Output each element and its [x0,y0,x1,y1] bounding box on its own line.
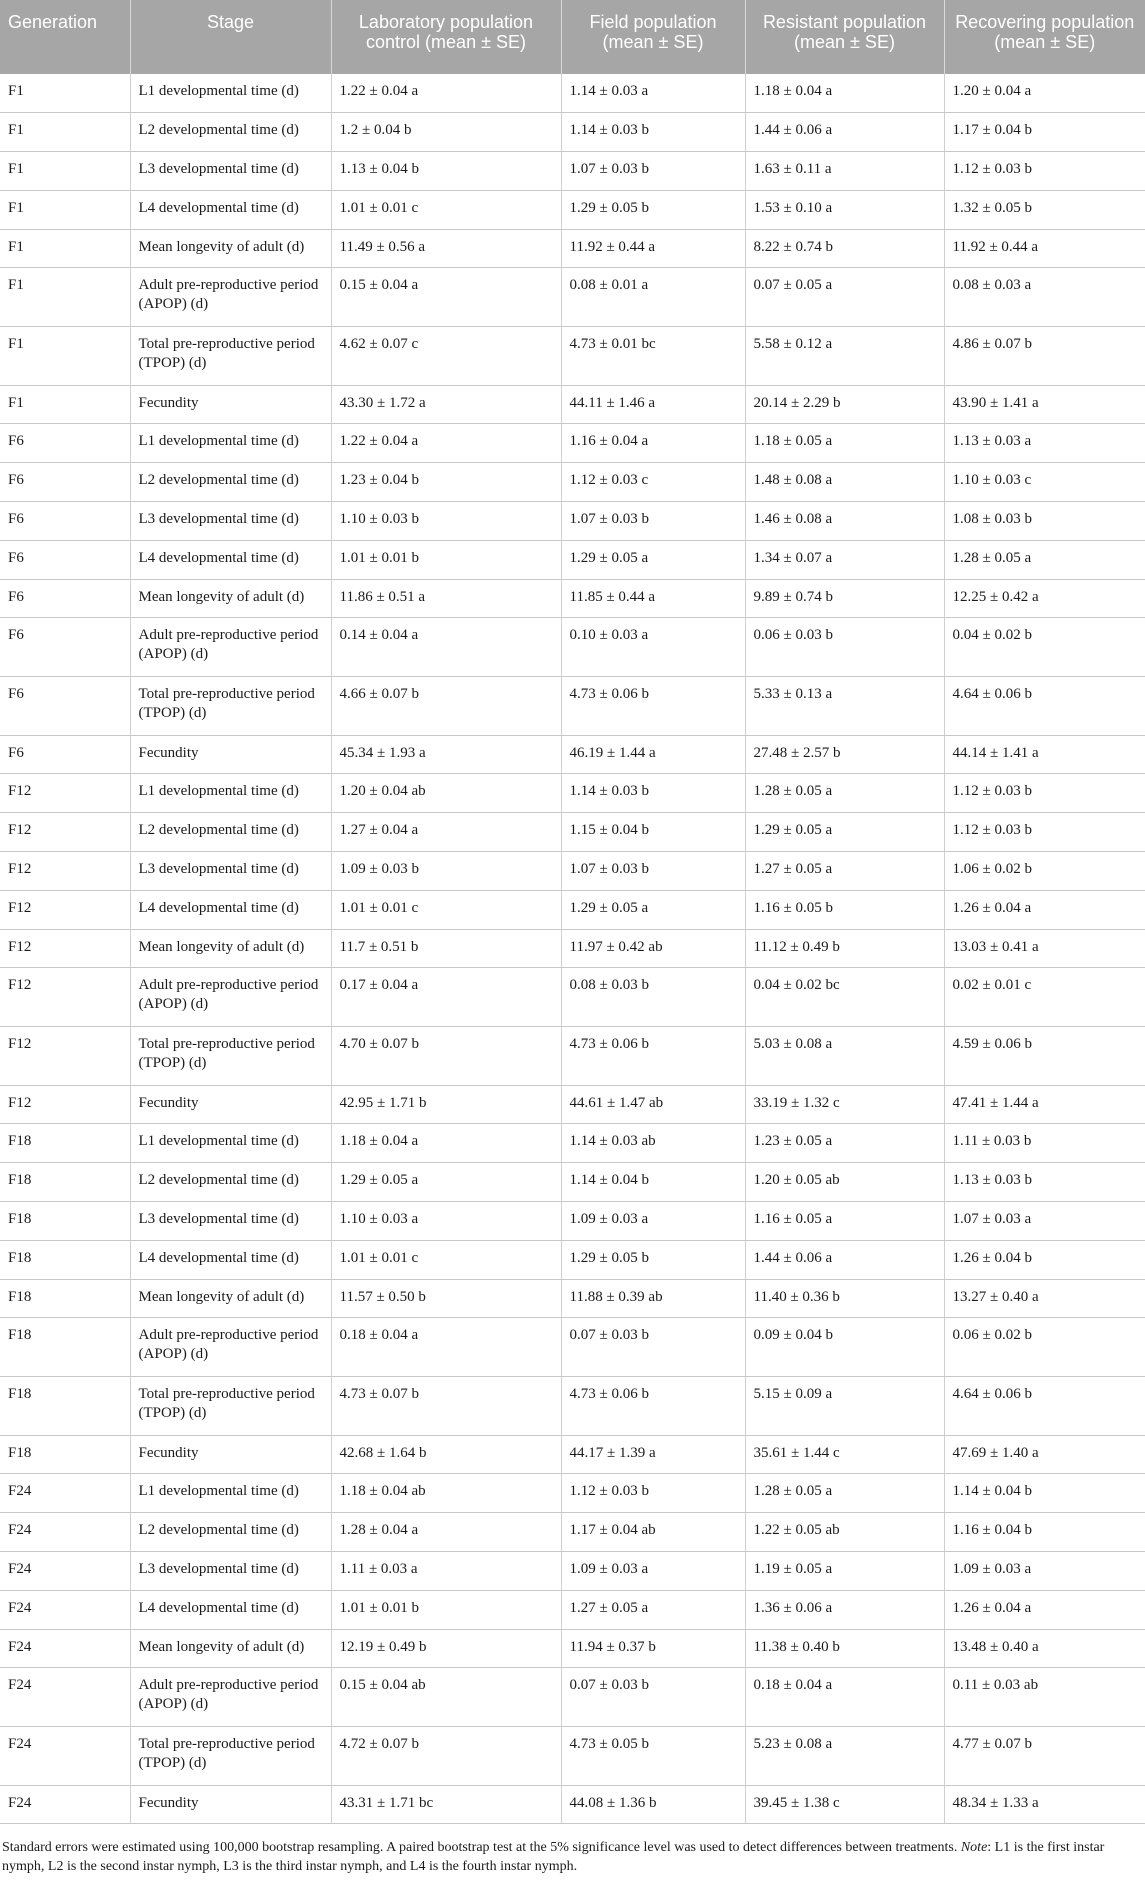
table-row [0,1318,1145,1377]
cell-recovering: 1.10 ± 0.03 c [944,463,1145,502]
cell-field: 4.73 ± 0.06 b [561,677,745,736]
cell-resistant: 1.19 ± 0.05 a [745,1551,944,1590]
cell-generation: F12 [0,774,130,813]
cell-generation: F6 [0,735,130,774]
cell-recovering: 4.86 ± 0.07 b [944,327,1145,386]
table-row [0,1240,1145,1279]
cell-recovering: 1.11 ± 0.03 b [944,1124,1145,1163]
cell-laboratory: 1.28 ± 0.04 a [331,1513,561,1552]
cell-generation: F18 [0,1435,130,1474]
cell-stage: Mean longevity of adult (d) [130,229,331,268]
cell-generation: F18 [0,1318,130,1377]
cell-resistant: 0.18 ± 0.04 a [745,1668,944,1727]
cell-resistant: 1.53 ± 0.10 a [745,190,944,229]
table-row [0,1376,1145,1435]
cell-stage: Total pre-reproductive period (TPOP) (d) [130,327,331,386]
cell-resistant: 5.03 ± 0.08 a [745,1027,944,1086]
cell-generation: F12 [0,1085,130,1124]
cell-generation: F24 [0,1668,130,1727]
cell-field: 1.07 ± 0.03 b [561,502,745,541]
cell-laboratory: 4.73 ± 0.07 b [331,1376,561,1435]
cell-resistant: 39.45 ± 1.38 c [745,1785,944,1824]
cell-generation: F24 [0,1513,130,1552]
cell-generation: F1 [0,152,130,191]
cell-resistant: 1.28 ± 0.05 a [745,1474,944,1513]
cell-resistant: 1.16 ± 0.05 a [745,1202,944,1241]
cell-resistant: 8.22 ± 0.74 b [745,229,944,268]
cell-recovering: 1.26 ± 0.04 b [944,1240,1145,1279]
cell-stage: Fecundity [130,385,331,424]
cell-laboratory: 4.70 ± 0.07 b [331,1027,561,1086]
cell-resistant: 1.16 ± 0.05 b [745,890,944,929]
cell-resistant: 1.36 ± 0.06 a [745,1590,944,1629]
table-row [0,1435,1145,1474]
cell-resistant: 1.44 ± 0.06 a [745,113,944,152]
cell-generation: F1 [0,190,130,229]
cell-laboratory: 4.62 ± 0.07 c [331,327,561,386]
cell-field: 1.17 ± 0.04 ab [561,1513,745,1552]
cell-stage: Mean longevity of adult (d) [130,929,331,968]
cell-field: 4.73 ± 0.01 bc [561,327,745,386]
cell-stage: L4 developmental time (d) [130,540,331,579]
cell-resistant: 20.14 ± 2.29 b [745,385,944,424]
header-field-population: Field population (mean ± SE) [561,0,745,74]
cell-laboratory: 1.22 ± 0.04 a [331,424,561,463]
cell-generation: F1 [0,385,130,424]
cell-laboratory: 1.10 ± 0.03 b [331,502,561,541]
cell-generation: F12 [0,1027,130,1086]
cell-generation: F6 [0,463,130,502]
cell-stage: L3 developmental time (d) [130,1202,331,1241]
table-row [0,327,1145,386]
cell-recovering: 1.12 ± 0.03 b [944,813,1145,852]
cell-laboratory: 1.01 ± 0.01 c [331,890,561,929]
header-resistant-population: Resistant population (mean ± SE) [745,0,944,74]
table-row [0,190,1145,229]
cell-resistant: 1.28 ± 0.05 a [745,774,944,813]
cell-generation: F12 [0,929,130,968]
table-row [0,890,1145,929]
cell-generation: F1 [0,229,130,268]
cell-field: 1.16 ± 0.04 a [561,424,745,463]
table-row [0,1785,1145,1824]
cell-stage: Adult pre-reproductive period (APOP) (d) [130,968,331,1027]
cell-resistant: 1.22 ± 0.05 ab [745,1513,944,1552]
cell-field: 11.94 ± 0.37 b [561,1629,745,1668]
cell-generation: F6 [0,424,130,463]
table-row [0,677,1145,736]
cell-laboratory: 43.31 ± 1.71 bc [331,1785,561,1824]
cell-stage: L3 developmental time (d) [130,1551,331,1590]
header-laboratory-population: Laboratory population control (mean ± SE) [331,0,561,74]
cell-resistant: 1.34 ± 0.07 a [745,540,944,579]
table-row [0,813,1145,852]
cell-recovering: 0.08 ± 0.03 a [944,268,1145,327]
cell-generation: F24 [0,1590,130,1629]
cell-recovering: 48.34 ± 1.33 a [944,1785,1145,1824]
cell-generation: F6 [0,540,130,579]
cell-resistant: 5.33 ± 0.13 a [745,677,944,736]
cell-laboratory: 1.18 ± 0.04 a [331,1124,561,1163]
cell-stage: L4 developmental time (d) [130,190,331,229]
cell-field: 0.10 ± 0.03 a [561,618,745,677]
table-row [0,1202,1145,1241]
cell-field: 1.12 ± 0.03 c [561,463,745,502]
cell-recovering: 0.06 ± 0.02 b [944,1318,1145,1377]
cell-resistant: 1.29 ± 0.05 a [745,813,944,852]
cell-generation: F1 [0,268,130,327]
cell-generation: F6 [0,579,130,618]
cell-stage: Adult pre-reproductive period (APOP) (d) [130,268,331,327]
table-row [0,774,1145,813]
cell-laboratory: 11.57 ± 0.50 b [331,1279,561,1318]
cell-laboratory: 1.11 ± 0.03 a [331,1551,561,1590]
cell-recovering: 1.07 ± 0.03 a [944,1202,1145,1241]
cell-field: 1.07 ± 0.03 b [561,852,745,891]
cell-laboratory: 11.49 ± 0.56 a [331,229,561,268]
cell-field: 1.29 ± 0.05 b [561,190,745,229]
cell-recovering: 1.09 ± 0.03 a [944,1551,1145,1590]
cell-laboratory: 4.66 ± 0.07 b [331,677,561,736]
cell-laboratory: 1.18 ± 0.04 ab [331,1474,561,1513]
cell-stage: L3 developmental time (d) [130,852,331,891]
table-row [0,229,1145,268]
cell-generation: F24 [0,1474,130,1513]
cell-field: 11.85 ± 0.44 a [561,579,745,618]
cell-resistant: 1.18 ± 0.05 a [745,424,944,463]
table-row [0,1551,1145,1590]
cell-stage: L4 developmental time (d) [130,1590,331,1629]
cell-laboratory: 0.14 ± 0.04 a [331,618,561,677]
cell-field: 44.61 ± 1.47 ab [561,1085,745,1124]
table-row [0,268,1145,327]
cell-laboratory: 1.01 ± 0.01 b [331,1590,561,1629]
table-row [0,424,1145,463]
cell-stage: L1 developmental time (d) [130,74,331,113]
header-stage: Stage [130,0,331,74]
cell-resistant: 11.40 ± 0.36 b [745,1279,944,1318]
table-row [0,74,1145,113]
cell-laboratory: 1.27 ± 0.04 a [331,813,561,852]
header-row [0,0,1145,74]
cell-generation: F6 [0,618,130,677]
cell-stage: Mean longevity of adult (d) [130,579,331,618]
cell-recovering: 4.64 ± 0.06 b [944,1376,1145,1435]
cell-recovering: 47.41 ± 1.44 a [944,1085,1145,1124]
cell-recovering: 47.69 ± 1.40 a [944,1435,1145,1474]
cell-laboratory: 0.15 ± 0.04 ab [331,1668,561,1727]
cell-stage: L2 developmental time (d) [130,1163,331,1202]
cell-resistant: 5.15 ± 0.09 a [745,1376,944,1435]
cell-laboratory: 12.19 ± 0.49 b [331,1629,561,1668]
cell-resistant: 5.58 ± 0.12 a [745,327,944,386]
cell-field: 1.29 ± 0.05 a [561,540,745,579]
cell-laboratory: 1.13 ± 0.04 b [331,152,561,191]
cell-stage: L3 developmental time (d) [130,152,331,191]
cell-resistant: 0.09 ± 0.04 b [745,1318,944,1377]
cell-field: 1.15 ± 0.04 b [561,813,745,852]
table-row [0,1279,1145,1318]
cell-recovering: 1.14 ± 0.04 b [944,1474,1145,1513]
cell-recovering: 0.02 ± 0.01 c [944,968,1145,1027]
cell-resistant: 11.12 ± 0.49 b [745,929,944,968]
cell-generation: F12 [0,852,130,891]
cell-stage: Adult pre-reproductive period (APOP) (d) [130,1318,331,1377]
cell-resistant: 1.63 ± 0.11 a [745,152,944,191]
cell-stage: Adult pre-reproductive period (APOP) (d) [130,1668,331,1727]
cell-field: 0.08 ± 0.01 a [561,268,745,327]
cell-field: 0.07 ± 0.03 b [561,1668,745,1727]
cell-resistant: 1.27 ± 0.05 a [745,852,944,891]
cell-field: 1.27 ± 0.05 a [561,1590,745,1629]
cell-resistant: 33.19 ± 1.32 c [745,1085,944,1124]
cell-recovering: 44.14 ± 1.41 a [944,735,1145,774]
footnote-text: Standard errors were estimated using 100,000 bootstrap resampling. A paired bootstrap test at the 5% significance level was used to detect differences between treatments. [2,1840,958,1855]
cell-laboratory: 0.18 ± 0.04 a [331,1318,561,1377]
cell-resistant: 0.06 ± 0.03 b [745,618,944,677]
cell-stage: Total pre-reproductive period (TPOP) (d) [130,1027,331,1086]
cell-resistant: 11.38 ± 0.40 b [745,1629,944,1668]
cell-stage: L1 developmental time (d) [130,1124,331,1163]
cell-recovering: 4.64 ± 0.06 b [944,677,1145,736]
cell-generation: F24 [0,1785,130,1824]
table-row [0,852,1145,891]
cell-field: 4.73 ± 0.06 b [561,1027,745,1086]
cell-stage: L1 developmental time (d) [130,774,331,813]
cell-field: 0.08 ± 0.03 b [561,968,745,1027]
cell-stage: Total pre-reproductive period (TPOP) (d) [130,1376,331,1435]
cell-generation: F1 [0,327,130,386]
cell-laboratory: 1.29 ± 0.05 a [331,1163,561,1202]
cell-field: 44.08 ± 1.36 b [561,1785,745,1824]
table-row [0,152,1145,191]
cell-recovering: 1.06 ± 0.02 b [944,852,1145,891]
table-row [0,502,1145,541]
table-row [0,1163,1145,1202]
cell-recovering: 1.26 ± 0.04 a [944,890,1145,929]
cell-stage: L1 developmental time (d) [130,1474,331,1513]
cell-laboratory: 1.10 ± 0.03 a [331,1202,561,1241]
cell-generation: F18 [0,1124,130,1163]
cell-recovering: 1.17 ± 0.04 b [944,113,1145,152]
table-body [0,74,1145,1824]
cell-generation: F24 [0,1629,130,1668]
table-row [0,540,1145,579]
cell-field: 1.09 ± 0.03 a [561,1202,745,1241]
cell-resistant: 27.48 ± 2.57 b [745,735,944,774]
cell-recovering: 0.11 ± 0.03 ab [944,1668,1145,1727]
table-header [0,0,1145,74]
table-row [0,1513,1145,1552]
cell-recovering: 11.92 ± 0.44 a [944,229,1145,268]
table-row [0,929,1145,968]
cell-stage: L2 developmental time (d) [130,813,331,852]
header-recovering-population: Recovering population (mean ± SE) [944,0,1145,74]
cell-laboratory: 43.30 ± 1.72 a [331,385,561,424]
cell-laboratory: 42.68 ± 1.64 b [331,1435,561,1474]
cell-recovering: 1.26 ± 0.04 a [944,1590,1145,1629]
cell-generation: F24 [0,1726,130,1785]
cell-stage: L2 developmental time (d) [130,1513,331,1552]
cell-recovering: 4.77 ± 0.07 b [944,1726,1145,1785]
cell-laboratory: 0.15 ± 0.04 a [331,268,561,327]
cell-resistant: 5.23 ± 0.08 a [745,1726,944,1785]
table-row [0,1590,1145,1629]
cell-recovering: 1.32 ± 0.05 b [944,190,1145,229]
cell-generation: F18 [0,1279,130,1318]
table-row [0,1474,1145,1513]
footnote-note-text: : L1 is the first instar nymph, L2 is the second instar nymph, L3 is the third instar nymph, and L4 is the fourth instar nymph. [2,1840,1105,1874]
cell-generation: F6 [0,502,130,541]
table-row [0,113,1145,152]
cell-recovering: 43.90 ± 1.41 a [944,385,1145,424]
cell-resistant: 1.48 ± 0.08 a [745,463,944,502]
cell-recovering: 1.28 ± 0.05 a [944,540,1145,579]
cell-recovering: 1.16 ± 0.04 b [944,1513,1145,1552]
cell-field: 1.29 ± 0.05 a [561,890,745,929]
cell-stage: Fecundity [130,735,331,774]
cell-recovering: 13.27 ± 0.40 a [944,1279,1145,1318]
footnote-note-label: Note [960,1840,988,1855]
cell-field: 1.14 ± 0.03 a [561,74,745,113]
cell-field: 1.14 ± 0.03 b [561,113,745,152]
cell-stage: Total pre-reproductive period (TPOP) (d) [130,1726,331,1785]
cell-stage: Mean longevity of adult (d) [130,1629,331,1668]
cell-laboratory: 1.01 ± 0.01 c [331,1240,561,1279]
cell-laboratory: 1.2 ± 0.04 b [331,113,561,152]
cell-laboratory: 11.7 ± 0.51 b [331,929,561,968]
cell-stage: Mean longevity of adult (d) [130,1279,331,1318]
cell-laboratory: 1.09 ± 0.03 b [331,852,561,891]
cell-generation: F1 [0,74,130,113]
cell-stage: Fecundity [130,1785,331,1824]
table-row [0,1085,1145,1124]
cell-laboratory: 1.20 ± 0.04 ab [331,774,561,813]
cell-stage: L4 developmental time (d) [130,1240,331,1279]
cell-recovering: 1.13 ± 0.03 b [944,1163,1145,1202]
cell-resistant: 1.46 ± 0.08 a [745,502,944,541]
cell-field: 44.17 ± 1.39 a [561,1435,745,1474]
cell-field: 1.12 ± 0.03 b [561,1474,745,1513]
cell-resistant: 1.23 ± 0.05 a [745,1124,944,1163]
cell-laboratory: 1.22 ± 0.04 a [331,74,561,113]
cell-recovering: 1.20 ± 0.04 a [944,74,1145,113]
table-row [0,1726,1145,1785]
cell-generation: F18 [0,1240,130,1279]
cell-generation: F12 [0,890,130,929]
cell-field: 1.07 ± 0.03 b [561,152,745,191]
cell-laboratory: 45.34 ± 1.93 a [331,735,561,774]
cell-stage: Adult pre-reproductive period (APOP) (d) [130,618,331,677]
cell-laboratory: 1.01 ± 0.01 c [331,190,561,229]
cell-stage: Fecundity [130,1435,331,1474]
cell-generation: F18 [0,1163,130,1202]
cell-laboratory: 1.23 ± 0.04 b [331,463,561,502]
cell-field: 11.92 ± 0.44 a [561,229,745,268]
cell-stage: L2 developmental time (d) [130,463,331,502]
cell-field: 4.73 ± 0.06 b [561,1376,745,1435]
cell-resistant: 1.44 ± 0.06 a [745,1240,944,1279]
cell-recovering: 1.08 ± 0.03 b [944,502,1145,541]
cell-field: 1.14 ± 0.03 b [561,774,745,813]
cell-stage: L1 developmental time (d) [130,424,331,463]
cell-stage: L4 developmental time (d) [130,890,331,929]
cell-stage: L3 developmental time (d) [130,502,331,541]
cell-field: 1.14 ± 0.04 b [561,1163,745,1202]
cell-resistant: 0.04 ± 0.02 bc [745,968,944,1027]
cell-field: 44.11 ± 1.46 a [561,385,745,424]
cell-recovering: 1.12 ± 0.03 b [944,152,1145,191]
cell-field: 11.97 ± 0.42 ab [561,929,745,968]
table-row [0,1629,1145,1668]
cell-recovering: 13.48 ± 0.40 a [944,1629,1145,1668]
cell-generation: F18 [0,1202,130,1241]
cell-recovering: 13.03 ± 0.41 a [944,929,1145,968]
cell-resistant: 9.89 ± 0.74 b [745,579,944,618]
cell-resistant: 0.07 ± 0.05 a [745,268,944,327]
cell-laboratory: 1.01 ± 0.01 b [331,540,561,579]
header-generation: Generation [0,0,130,74]
cell-resistant: 35.61 ± 1.44 c [745,1435,944,1474]
cell-stage: L2 developmental time (d) [130,113,331,152]
cell-field: 46.19 ± 1.44 a [561,735,745,774]
cell-stage: Total pre-reproductive period (TPOP) (d) [130,677,331,736]
table-row [0,385,1145,424]
cell-recovering: 0.04 ± 0.02 b [944,618,1145,677]
cell-recovering: 12.25 ± 0.42 a [944,579,1145,618]
table-row [0,579,1145,618]
table-row [0,618,1145,677]
cell-recovering: 1.13 ± 0.03 a [944,424,1145,463]
table-row [0,1668,1145,1727]
cell-generation: F12 [0,813,130,852]
cell-field: 11.88 ± 0.39 ab [561,1279,745,1318]
table-row [0,1027,1145,1086]
cell-recovering: 4.59 ± 0.06 b [944,1027,1145,1086]
cell-stage: Fecundity [130,1085,331,1124]
cell-field: 4.73 ± 0.05 b [561,1726,745,1785]
cell-generation: F24 [0,1551,130,1590]
cell-field: 1.09 ± 0.03 a [561,1551,745,1590]
cell-resistant: 1.20 ± 0.05 ab [745,1163,944,1202]
cell-generation: F6 [0,677,130,736]
table-row [0,968,1145,1027]
cell-laboratory: 42.95 ± 1.71 b [331,1085,561,1124]
cell-resistant: 1.18 ± 0.04 a [745,74,944,113]
cell-generation: F18 [0,1376,130,1435]
cell-recovering: 1.12 ± 0.03 b [944,774,1145,813]
table-row [0,735,1145,774]
table-row [0,463,1145,502]
cell-generation: F12 [0,968,130,1027]
cell-field: 1.29 ± 0.05 b [561,1240,745,1279]
cell-laboratory: 11.86 ± 0.51 a [331,579,561,618]
cell-laboratory: 4.72 ± 0.07 b [331,1726,561,1785]
cell-field: 0.07 ± 0.03 b [561,1318,745,1377]
cell-field: 1.14 ± 0.03 ab [561,1124,745,1163]
cell-generation: F1 [0,113,130,152]
table-row [0,1124,1145,1163]
cell-laboratory: 0.17 ± 0.04 a [331,968,561,1027]
table-footnote [0,1838,1145,1876]
